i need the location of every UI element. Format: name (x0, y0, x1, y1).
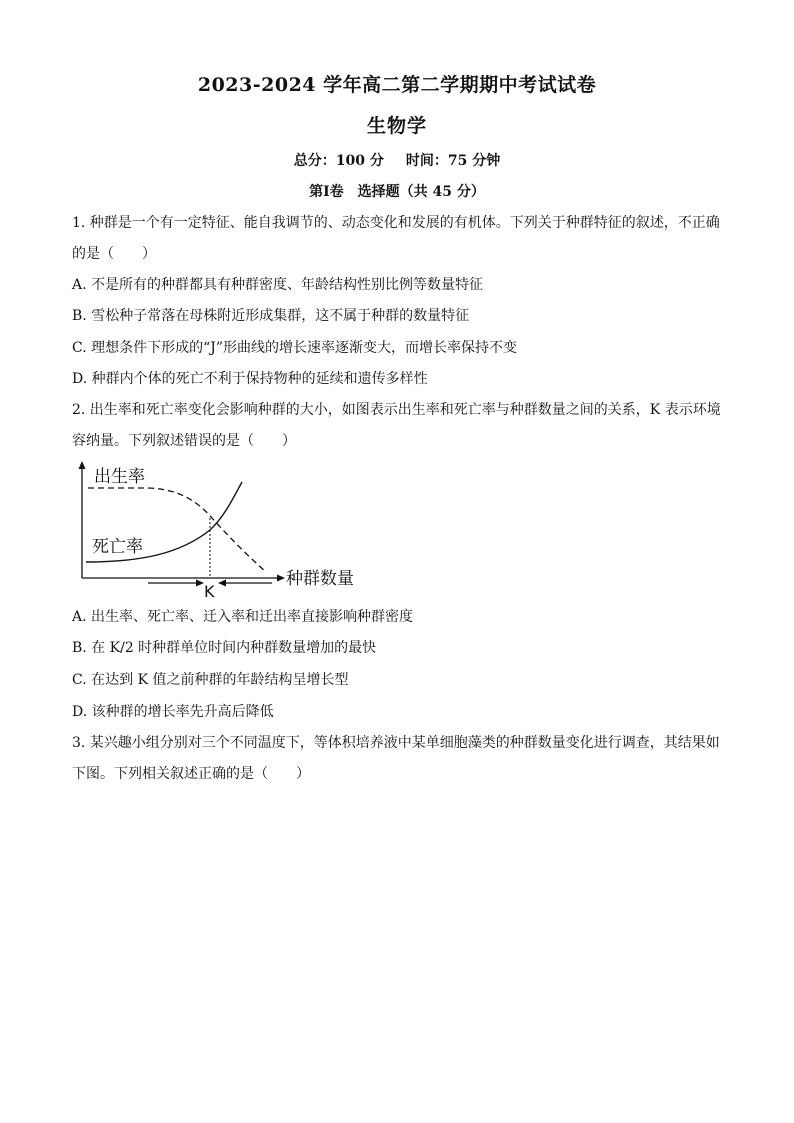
birth-rate-label: 出生率 (94, 467, 145, 487)
x-axis-arrow-icon (277, 575, 285, 582)
q2-option-b: B. 在 K/2 时种群单位时间内种群数量增加的最快 (72, 640, 377, 656)
birth-rate-curve (88, 488, 266, 572)
y-axis-arrow-icon (79, 461, 86, 469)
k-label: K (204, 582, 215, 600)
q2-stem-line-1: 2. 出生率和死亡率变化会影响种群的大小，如图表示出生率和死亡率与种群数量之间的关系，K 表示环境 (72, 402, 721, 418)
q2-stem-line-2: 容纳量。下列叙述错误的是（ ） (72, 433, 296, 449)
q1-option-d: D. 种群内个体的死亡不利于保持物种的延续和遗传多样性 (72, 371, 428, 387)
section-heading: 第Ⅰ卷 选择题（共 45 分） (309, 184, 485, 200)
q1-stem-line-2: 的是（ ） (72, 246, 156, 262)
death-rate-label: 死亡率 (92, 537, 143, 557)
q1-stem-line-1: 1. 种群是一个有一定特征、能自我调节的、动态变化和发展的有机体。下列关于种群特征的叙述，不正确 (72, 215, 720, 231)
arrow-right-icon (196, 580, 204, 587)
q2-option-d: D. 该种群的增长率先升高后降低 (72, 704, 274, 720)
q2-option-a: A. 出生率、死亡率、迁入率和迁出率直接影响种群密度 (72, 609, 414, 625)
total-score: 总分：100 分 (293, 153, 384, 169)
q3-stem-line-1: 3. 某兴趣小组分别对三个不同温度下，等体积培养液中某单细胞藻类的种群数量变化进行调查，其结果如 (72, 735, 720, 751)
exam-info (0, 150, 794, 170)
exam-time: 时间：75 分钟 (405, 153, 501, 169)
arrow-left-icon (218, 580, 226, 587)
q1-option-c: C. 理想条件下形成的“J”形曲线的增长速率逐渐变大，而增长率保持不变 (72, 340, 518, 356)
subject-title: 生物学 (366, 115, 427, 137)
x-axis-label: 种群数量 (286, 569, 354, 589)
q2-option-c: C. 在达到 K 值之前种群的年龄结构呈增长型 (72, 672, 349, 688)
q1-option-a: A. 不是所有的种群都具有种群密度、年龄结构性别比例等数量特征 (72, 277, 484, 293)
q1-option-b: B. 雪松种子常落在母株附近形成集群，这不属于种群的数量特征 (72, 308, 470, 324)
birth-death-rate-figure (70, 458, 380, 600)
exam-title: 2023-2024 学年高二第二学期期中考试试卷 (197, 74, 597, 96)
q3-stem-line-2: 下图。下列相关叙述正确的是（ ） (72, 766, 310, 782)
